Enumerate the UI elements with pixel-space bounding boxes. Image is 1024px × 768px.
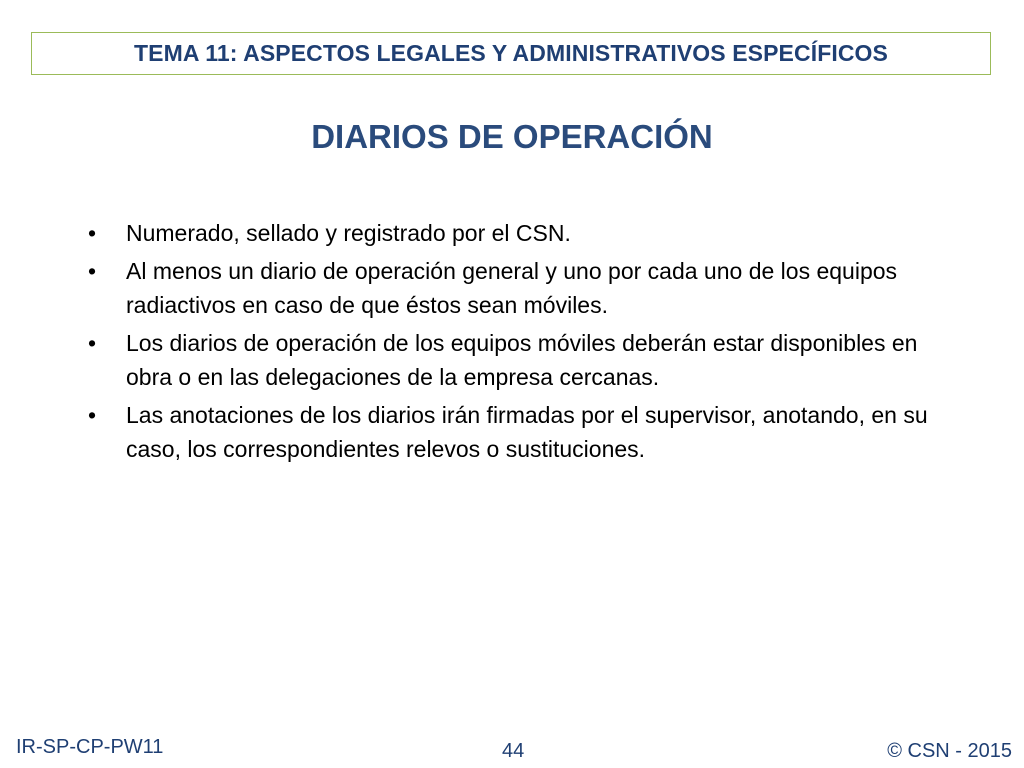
footer-page-number: 44 (502, 740, 525, 762)
bullet-item (88, 254, 948, 322)
bullet-dot: • (88, 258, 97, 284)
bullet-dot: • (88, 402, 97, 428)
bullet-dot: • (88, 220, 97, 246)
bullet-item (88, 398, 948, 466)
slide-title: DIARIOS DE OPERACIÓN (311, 118, 713, 155)
header-box (31, 32, 991, 75)
bullet-text: Numerado, sellado y registrado por el CSN. (126, 220, 571, 246)
bullet-dot: • (88, 330, 97, 356)
bullet-item (88, 216, 948, 250)
bullet-text: Las anotaciones de los diarios irán firmadas por el supervisor, anotando, en su caso, los correspondientes relevos o sustituciones. (126, 402, 928, 462)
footer-course-code: IR-SP-CP-PW11 (16, 736, 164, 758)
bullet-text: Al menos un diario de operación general y uno por cada uno de los equipos radiactivos en caso de que éstos sean móviles. (126, 258, 898, 318)
header-title: TEMA 11: ASPECTOS LEGALES Y ADMINISTRATIVOS ESPECÍFICOS (134, 40, 888, 66)
footer-copyright: © CSN - 2015 (887, 740, 1012, 762)
bullet-item (88, 326, 948, 394)
bullet-list (88, 216, 948, 470)
bullet-text: Los diarios de operación de los equipos móviles deberán estar disponibles en obra o en las delegaciones de la empresa cercanas. (126, 330, 918, 390)
